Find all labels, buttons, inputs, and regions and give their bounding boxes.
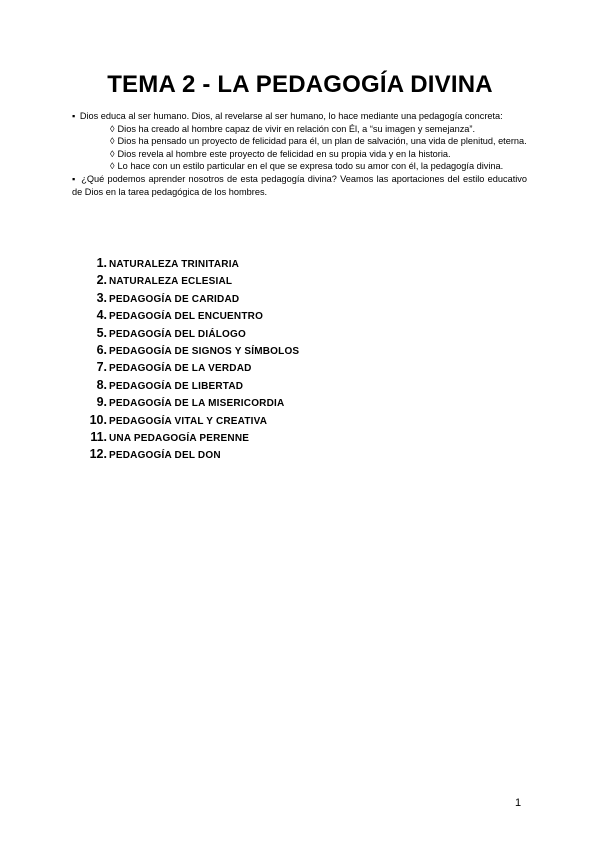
intro-paragraph-2-text: ¿Qué podemos aprender nosotros de esta pedagogía divina? Veamos las aportaciones del estilo educativo de Dios en la tarea pedagógica de los hombres. xyxy=(72,173,527,197)
topic-number: 10. xyxy=(89,412,107,427)
bullet-icon: ▪ xyxy=(72,173,76,184)
sub-item xyxy=(110,135,527,148)
sub-item-text: Dios ha creado al hombre capaz de vivir en relación con Él, a “su imagen y semejanza”. xyxy=(117,123,476,134)
topic-label: PEDAGOGÍA DEL DON xyxy=(109,450,221,462)
topic-number: 2. xyxy=(96,273,107,288)
topic-label: NATURALEZA TRINITARIA xyxy=(109,259,240,270)
intro-section xyxy=(72,110,527,198)
diamond-icon: ◊ xyxy=(110,148,115,159)
sub-item xyxy=(110,160,527,173)
diamond-icon: ◊ xyxy=(110,161,115,172)
sub-item-text: Lo hace con un estilo particular en el que se expresa todo su amor con él, la pedagogía divina. xyxy=(117,161,504,172)
intro-paragraph-2 xyxy=(72,173,527,198)
topic-item xyxy=(85,326,299,343)
topic-number: 5. xyxy=(96,325,107,340)
topic-item xyxy=(85,378,299,395)
intro-paragraph-1-text: Dios educa al ser humano. Dios, al revelarse al ser humano, lo hace mediante una pedagogía concreta: xyxy=(79,111,503,121)
topic-item xyxy=(85,447,299,464)
topic-label: PEDAGOGÍA DE LA MISERICORDIA xyxy=(109,398,285,410)
topic-list xyxy=(85,256,299,465)
topic-number: 7. xyxy=(96,360,107,375)
topic-item xyxy=(85,291,299,308)
topic-label: PEDAGOGÍA VITAL Y CREATIVA xyxy=(109,415,268,427)
topic-item xyxy=(85,395,299,412)
topic-number: 11. xyxy=(90,429,107,444)
topic-label: PEDAGOGÍA DE SIGNOS Y SÍMBOLOS xyxy=(109,345,300,357)
topic-number: 3. xyxy=(96,290,107,305)
topic-item xyxy=(85,430,299,447)
topic-number: 9. xyxy=(96,395,107,410)
topic-label: PEDAGOGÍA DEL ENCUENTRO xyxy=(109,311,264,323)
page-number: 1 xyxy=(515,797,522,809)
topic-number: 4. xyxy=(96,308,107,323)
topic-item xyxy=(85,360,299,377)
topic-number: 12. xyxy=(89,447,107,462)
topic-number: 1. xyxy=(96,256,107,270)
sub-item-text: Dios revela al hombre este proyecto de felicidad en su propia vida y en la historia. xyxy=(117,148,451,159)
diamond-icon: ◊ xyxy=(110,136,115,147)
topic-label: PEDAGOGÍA DE LA VERDAD xyxy=(109,363,252,375)
topic-item xyxy=(85,273,299,290)
sub-item xyxy=(110,148,527,161)
topic-number: 8. xyxy=(96,377,107,392)
topic-label: PEDAGOGÍA DE LIBERTAD xyxy=(109,380,244,392)
topic-number: 6. xyxy=(96,342,107,357)
diamond-icon: ◊ xyxy=(110,123,115,134)
topic-label: NATURALEZA ECLESIAL xyxy=(109,276,233,288)
topic-label: PEDAGOGÍA DE CARIDAD xyxy=(109,293,240,305)
topic-item xyxy=(85,256,299,273)
topic-label: PEDAGOGÍA DEL DIÁLOGO xyxy=(109,328,246,340)
topic-item xyxy=(85,308,299,325)
sub-item-text: Dios ha pensado un proyecto de felicidad para él, un plan de salvación, una vida de plenitud, eterna. xyxy=(117,136,527,147)
sub-item xyxy=(110,123,527,136)
topic-label: UNA PEDAGOGÍA PERENNE xyxy=(109,432,250,444)
page-title: TEMA 2 - LA PEDAGOGÍA DIVINA xyxy=(107,71,493,98)
bullet-icon: ▪ xyxy=(72,111,76,121)
intro-paragraph-1 xyxy=(72,110,527,123)
topic-item xyxy=(85,413,299,430)
topic-item xyxy=(85,343,299,360)
intro-sub-list xyxy=(72,123,527,173)
